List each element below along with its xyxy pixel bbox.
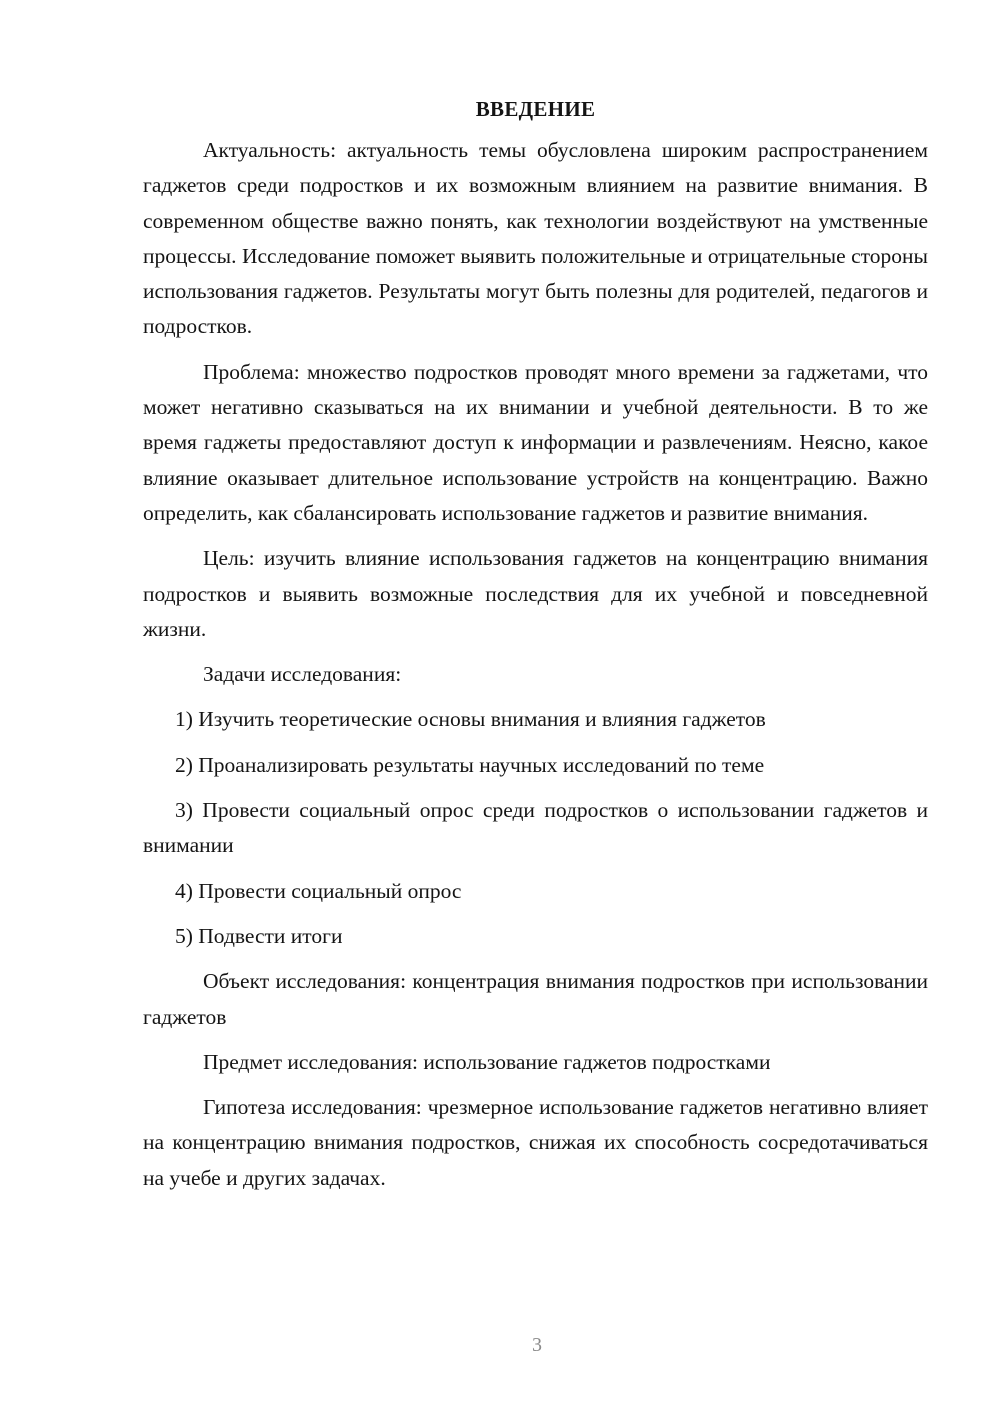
page-content (143, 92, 928, 1206)
task-item-3: 3) Провести социальный опрос среди подростков о использовании гаджетов и внимании (143, 798, 928, 858)
paragraph-relevance: Актуальность: актуальность темы обусловлена широким распространением гаджетов среди подростков и их возможным влиянием на развитие внимания. В современном обществе важно понять, как технологии воздействуют на умственные процессы. Исследование поможет выявить положительные и отрицательные стороны использования гаджетов. Результаты могут быть полезны для родителей, педагогов и подростков. (143, 138, 928, 339)
paragraph-object: Объект исследования: концентрация внимания подростков при использовании гаджетов (143, 969, 928, 1029)
paragraph-problem: Проблема: множество подростков проводят много времени за гаджетами, что может негативно сказываться на их внимании и учебной деятельности. В то же время гаджеты предоставляют доступ к информации и развлечениям. Неясно, какое влияние оказывает длительное использование устройств на концентрацию. Важно определить, как сбалансировать использование гаджетов и развитие внимания. (143, 359, 928, 525)
page-number: 3 (532, 1334, 542, 1356)
paragraph-hypothesis: Гипотеза исследования: чрезмерное использование гаджетов негативно влияет на концентрацию внимания подростков, снижая их способность сосредотачиваться на учебе и других задачах. (143, 1095, 928, 1190)
paragraph-subject: Предмет исследования: использование гаджетов подростками (203, 1049, 771, 1074)
tasks-title: Задачи исследования: (203, 662, 402, 687)
task-item-5: 5) Подвести итоги (175, 923, 343, 948)
task-item-2: 2) Проанализировать результаты научных исследований по теме (175, 752, 765, 777)
paragraph-goal: Цель: изучить влияние использования гаджетов на концентрацию внимания подростков и выявить возможные последствия для их учебной и повседневной жизни. (143, 546, 928, 641)
task-item-4: 4) Провести социальный опрос (175, 878, 462, 903)
task-item-1: 1) Изучить теоретические основы внимания и влияния гаджетов (175, 707, 766, 732)
section-heading: ВВЕДЕНИЕ (475, 97, 596, 121)
